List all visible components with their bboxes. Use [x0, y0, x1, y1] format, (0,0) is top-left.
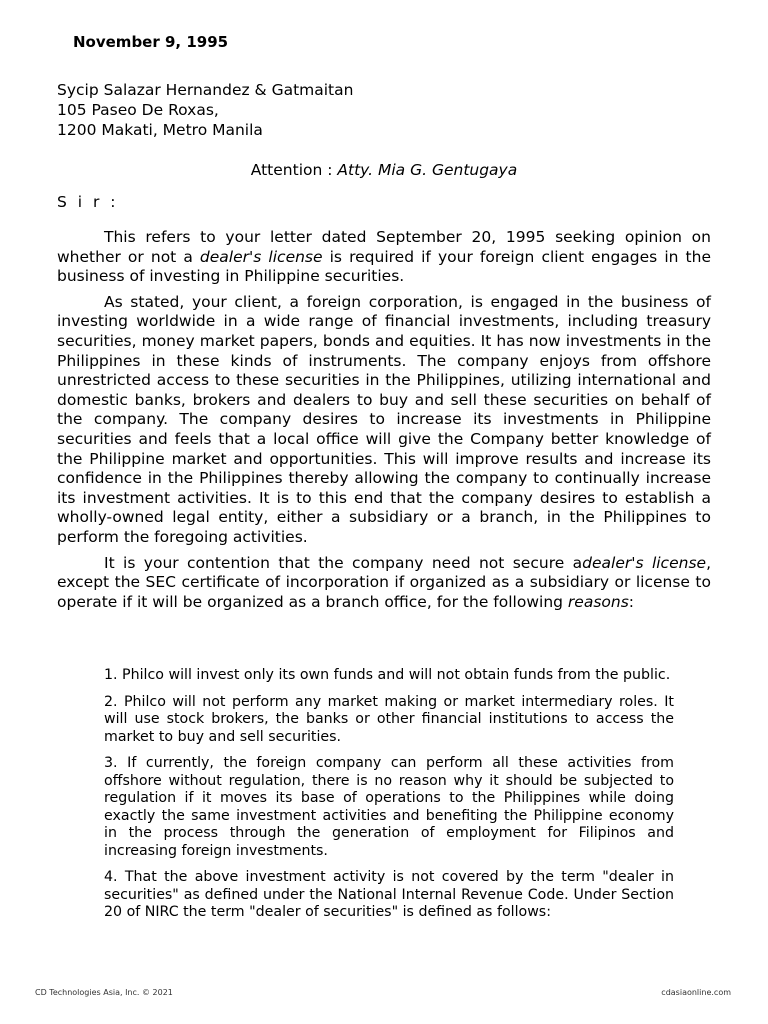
paragraph-1-text-b: is required if your foreign client engages in the business of investing in Philippine securities.: [57, 247, 711, 286]
paragraph-1-emphasis: dealer's license: [199, 247, 323, 266]
paragraph-3-text-a: It is your contention that the company need not secure a: [104, 553, 583, 572]
paragraph-1: [57, 228, 711, 287]
letter-body: [57, 228, 711, 618]
reasons-list: [104, 667, 674, 931]
paragraph-1-text-a: This refers to your letter dated September 20, 1995 seeking opinion on whether or not a: [57, 228, 711, 266]
reason-item-2: 2. Philco will not perform any market making or market intermediary roles. It will use stock brokers, the banks or other financial institutions to access the market to buy and sell securities.: [104, 693, 674, 745]
paragraph-3-emphasis-1: dealer's license: [582, 553, 707, 572]
address-line-city: 1200 Makati, Metro Manila: [57, 121, 263, 139]
letter-date: November 9, 1995: [73, 33, 229, 51]
address-line-firm: Sycip Salazar Hernandez & Gatmaitan: [57, 81, 354, 99]
reason-item-3: 3. If currently, the foreign company can perform all these activities from offshore without regulation, there is no reason why it should be subjected to regulation if it moves its base of operations to the Philippines while doing exactly the same investment activities and benefiting the Philippine economy in the process through the generation of employment for Filipinos and increasing foreign investments.: [104, 755, 674, 859]
attention-line: [0, 161, 768, 179]
attention-name: Atty. Mia G. Gentugaya: [337, 161, 518, 179]
footer-website: cdasiaonline.com: [661, 988, 731, 997]
reason-item-4: 4. That the above investment activity is not covered by the term "dealer in securities" as defined under the National Internal Revenue Code. Under Section 20 of NIRC the term "dealer of securities" is defined as follows:: [104, 869, 674, 920]
recipient-address: [57, 80, 353, 140]
salutation: S i r :: [57, 193, 119, 211]
reason-item-1: 1. Philco will invest only its own funds and will not obtain funds from the public.: [104, 667, 671, 683]
paragraph-3-text-c: :: [628, 592, 635, 611]
paragraph-2: As stated, your client, a foreign corporation, is engaged in the business of investing worldwide in a wide range of financial investments, including treasury securities, money market papers, bonds and equities. It has now investments in the Philippines in these kinds of instruments. The company enjoys from offshore unrestricted access to these securities in the Philippines, utilizing international and domestic banks, brokers and dealers to buy and sell these securities on behalf of the company. The company desires to increase its investments in Philippine securities and feels that a local office will give the Company better knowledge of the Philippine market and opportunities. This will improve results and increase its confidence in the Philippines thereby allowing the company to continually increase its investment activities. It is to this end that the company desires to establish a wholly-owned legal entity, either a subsidiary or a branch, in the Philippines to perform the foregoing activities.: [57, 292, 711, 546]
paragraph-3-emphasis-2: reasons: [567, 592, 629, 611]
paragraph-3-text-b: , except the SEC certificate of incorporation if organized as a subsidiary or license to operate if it will be organized as a branch office, for the following: [57, 553, 711, 611]
address-line-street: 105 Paseo De Roxas,: [57, 101, 219, 119]
footer-copyright: CD Technologies Asia, Inc. © 2021: [35, 988, 173, 997]
attention-label: Attention :: [250, 161, 338, 179]
paragraph-3: [57, 554, 711, 613]
